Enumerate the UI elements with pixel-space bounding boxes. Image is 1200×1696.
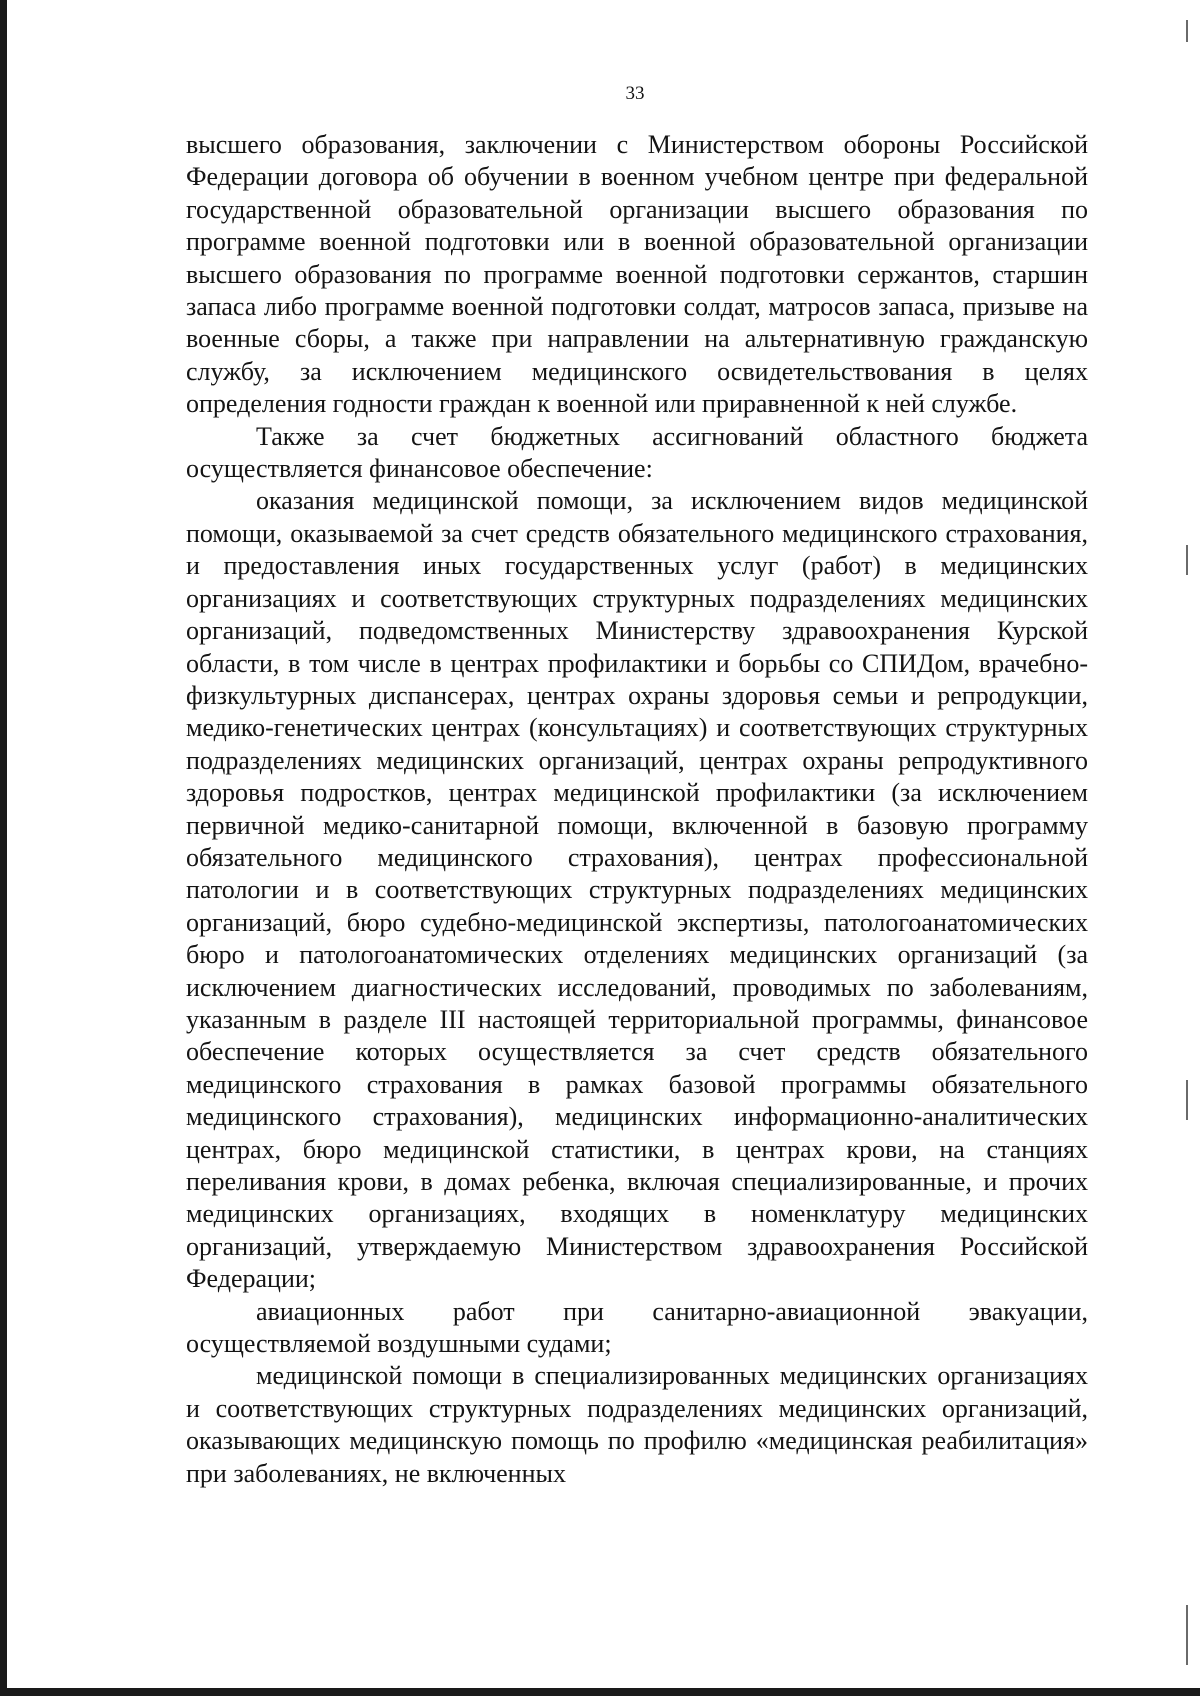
page-number: 33: [625, 83, 645, 104]
paragraph: высшего образования, заключении с Министерством обороны Российской Федерации договора об обучении в военном учебном центре при федеральной государственной образовательной организации высшего образования по программе военной подготовки или в военной образовательной организации высшего образования по программе военной подготовки сержантов, старшин запаса либо программе военной подготовки солдат, матросов запаса, призыве на военные сборы, а также при направлении на альтернативную гражданскую службу, за исключением медицинского освидетельствования в целях определения годности граждан к военной или приравненной к ней службе.: [186, 130, 1088, 419]
paragraph: авиационных работ при санитарно-авиационной эвакуации, осуществляемой воздушными судами;: [186, 1296, 1088, 1359]
paragraph: оказания медицинской помощи, за исключением видов медицинской помощи, оказываемой за счет средств обязательного медицинского страхования, и предоставления иных государственных услуг (работ) в медицинских организациях и соответствующих структурных подразделениях медицинских организаций, подведомственных Министерству здравоохранения Курской области, в том числе в центрах профилактики и борьбы со СПИДом, врачебно-физкультурных диспансерах, центрах охраны здоровья семьи и репродукции, медико-генетических центрах (консультациях) и соответствующих структурных подразделениях медицинских организаций, центрах охраны репродуктивного здоровья подростков, центрах медицинской профилактики (за исключением первичной медико-санитарной помощи, включенной в базовую программу обязательного медицинского страхования), центрах профессиональной патологии и в соответствующих структурных подразделениях медицинских организаций, бюро судебно-медицинской экспертизы, патологоанатомических бюро и патологоанатомических отделениях медицинских организаций (за исключением диагностических исследований, проводимых по заболеваниям, указанным в разделе III настоящей территориальной программы, финансовое обеспечение которых осуществляется за счет средств обязательного медицинского страхования в рамках базовой программы обязательного медицинского страхования), медицинских информационно-аналитических центрах, бюро медицинской статистики, в центрах крови, на станциях переливания крови, в домах ребенка, включая специализированные, и прочих медицинских организациях, входящих в номенклатуру медицинских организаций, утверждаемую Министерством здравоохранения Российской Федерации;: [186, 486, 1088, 1294]
scan-artifact: [1186, 20, 1188, 42]
scan-artifact: [1186, 545, 1188, 575]
scan-artifact: [1186, 1080, 1188, 1120]
paragraph: медицинской помощи в специализированных медицинских организациях и соответствующих структурных подразделениях медицинских организаций, оказывающих медицинскую помощь по профилю «медицинская реабилитация» при заболеваниях, не включенных: [186, 1361, 1088, 1488]
paragraph: Также за счет бюджетных ассигнований областного бюджета осуществляется финансовое обеспечение:: [186, 421, 1088, 484]
scan-artifact: [1186, 1605, 1188, 1665]
scan-border-bottom: [0, 1688, 1200, 1696]
document-body: [186, 129, 1088, 1490]
scan-border-left: [0, 0, 7, 1696]
